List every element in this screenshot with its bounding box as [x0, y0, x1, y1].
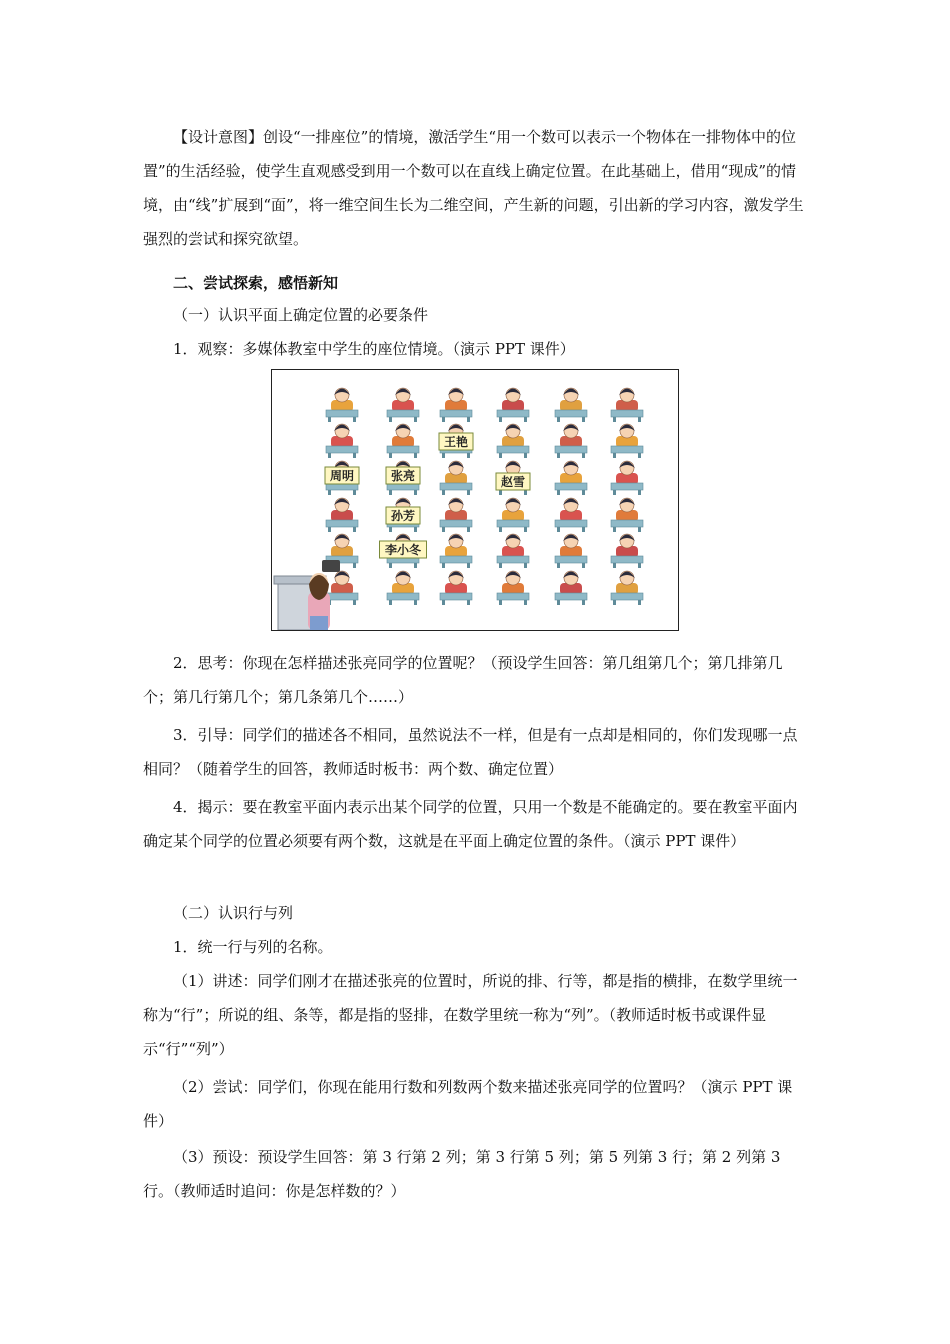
section-two-heading: 二、尝试探索，感悟新知: [173, 274, 339, 292]
student-seat: [387, 388, 419, 422]
name-label: [386, 507, 420, 524]
student-seat: [497, 424, 529, 458]
subsection-two-heading: （二）认识行与列: [173, 904, 294, 922]
student-seat: [555, 498, 587, 532]
try-item: （2）尝试：同学们，你现在能用行数和列数两个数来描述张亮同学的位置吗？（演示 PPT 课件）: [143, 1078, 793, 1130]
student-seat: [611, 461, 643, 495]
student-seat: [326, 424, 358, 458]
reveal-item: 4．揭示：要在教室平面内表示出某个同学的位置，只用一个数是不能确定的。要在教室平面内确定某个同学的位置必须要有两个数，这就是在平面上确定位置的条件。（演示 PPT 课件）: [143, 798, 798, 850]
student-seat: [555, 424, 587, 458]
name-label: [325, 467, 359, 484]
classroom-seating-figure: [271, 369, 679, 631]
student-seat: [555, 388, 587, 422]
name-label: [439, 433, 473, 450]
student-seat: [555, 534, 587, 568]
student-seat: [555, 461, 587, 495]
svg-text:赵雪: 赵雪: [500, 475, 526, 489]
student-seat: [611, 424, 643, 458]
svg-text:孙芳: 孙芳: [390, 509, 416, 523]
explain-item: （1）讲述：同学们刚才在描述张亮的位置时，所说的排、行等，都是指的横排，在数学里统一称为“行”；所说的组、条等，都是指的竖排，在数学里统一称为“列”。（教师适时板书或课件显示“行”“列”）: [143, 972, 798, 1058]
student-seat: [440, 498, 472, 532]
student-seat: [555, 571, 587, 605]
student-seat: [387, 424, 419, 458]
student-seat: [497, 571, 529, 605]
student-seat: [611, 388, 643, 422]
think-item: 2．思考：你现在怎样描述张亮同学的位置呢？（预设学生回答：第几组第几个；第几排第几个；第几行第几个；第几条第几个……）: [143, 654, 783, 706]
guide-item: 3．引导：同学们的描述各不相同，虽然说法不一样，但是有一点却是相同的，你们发现哪一点相同？（随着学生的回答，教师适时板书：两个数、确定位置）: [143, 726, 798, 778]
student-seat: [440, 388, 472, 422]
name-label: [380, 541, 427, 558]
student-seat: [611, 571, 643, 605]
subsection-one-heading: （一）认识平面上确定位置的必要条件: [173, 306, 429, 324]
student-seat: [440, 534, 472, 568]
name-label: [386, 467, 420, 484]
student-seat: [387, 571, 419, 605]
student-seat: [440, 571, 472, 605]
student-seat: [440, 461, 472, 495]
svg-text:周明: 周明: [329, 469, 355, 483]
unify-item: 1．统一行与列的名称。: [173, 938, 333, 956]
student-seat: [611, 534, 643, 568]
student-seat: [326, 388, 358, 422]
classroom-seating-illustration: [272, 370, 678, 630]
student-seat: [611, 498, 643, 532]
svg-text:张亮: 张亮: [390, 469, 416, 483]
student-seat: [497, 498, 529, 532]
svg-text:李小冬: 李小冬: [384, 543, 422, 557]
student-seat: [326, 498, 358, 532]
svg-text:王艳: 王艳: [443, 435, 469, 449]
observe-item: 1．观察：多媒体教室中学生的座位情境。（演示 PPT 课件）: [173, 340, 575, 358]
design-intent-paragraph: 【设计意图】创设“一排座位”的情境，激活学生“用一个数可以表示一个物体在一排物体中的位置”的生活经验，使学生直观感受到用一个数可以在直线上确定位置。在此基础上，借用“现成”的情境，由“线”扩展到“面”，将一维空间生长为二维空间，产生新的问题，引出新的学习内容，激发学生强烈的尝试和探究欲望。: [143, 128, 804, 248]
preset-item: （3）预设：预设学生回答：第 3 行第 2 列；第 3 行第 5 列；第 5 列第 3 行；第 2 列第 3 行。（教师适时追问：你是怎样数的？）: [143, 1148, 781, 1200]
student-seat: [497, 534, 529, 568]
student-seat: [497, 388, 529, 422]
name-label: [496, 473, 530, 490]
student-seat: [326, 571, 358, 605]
